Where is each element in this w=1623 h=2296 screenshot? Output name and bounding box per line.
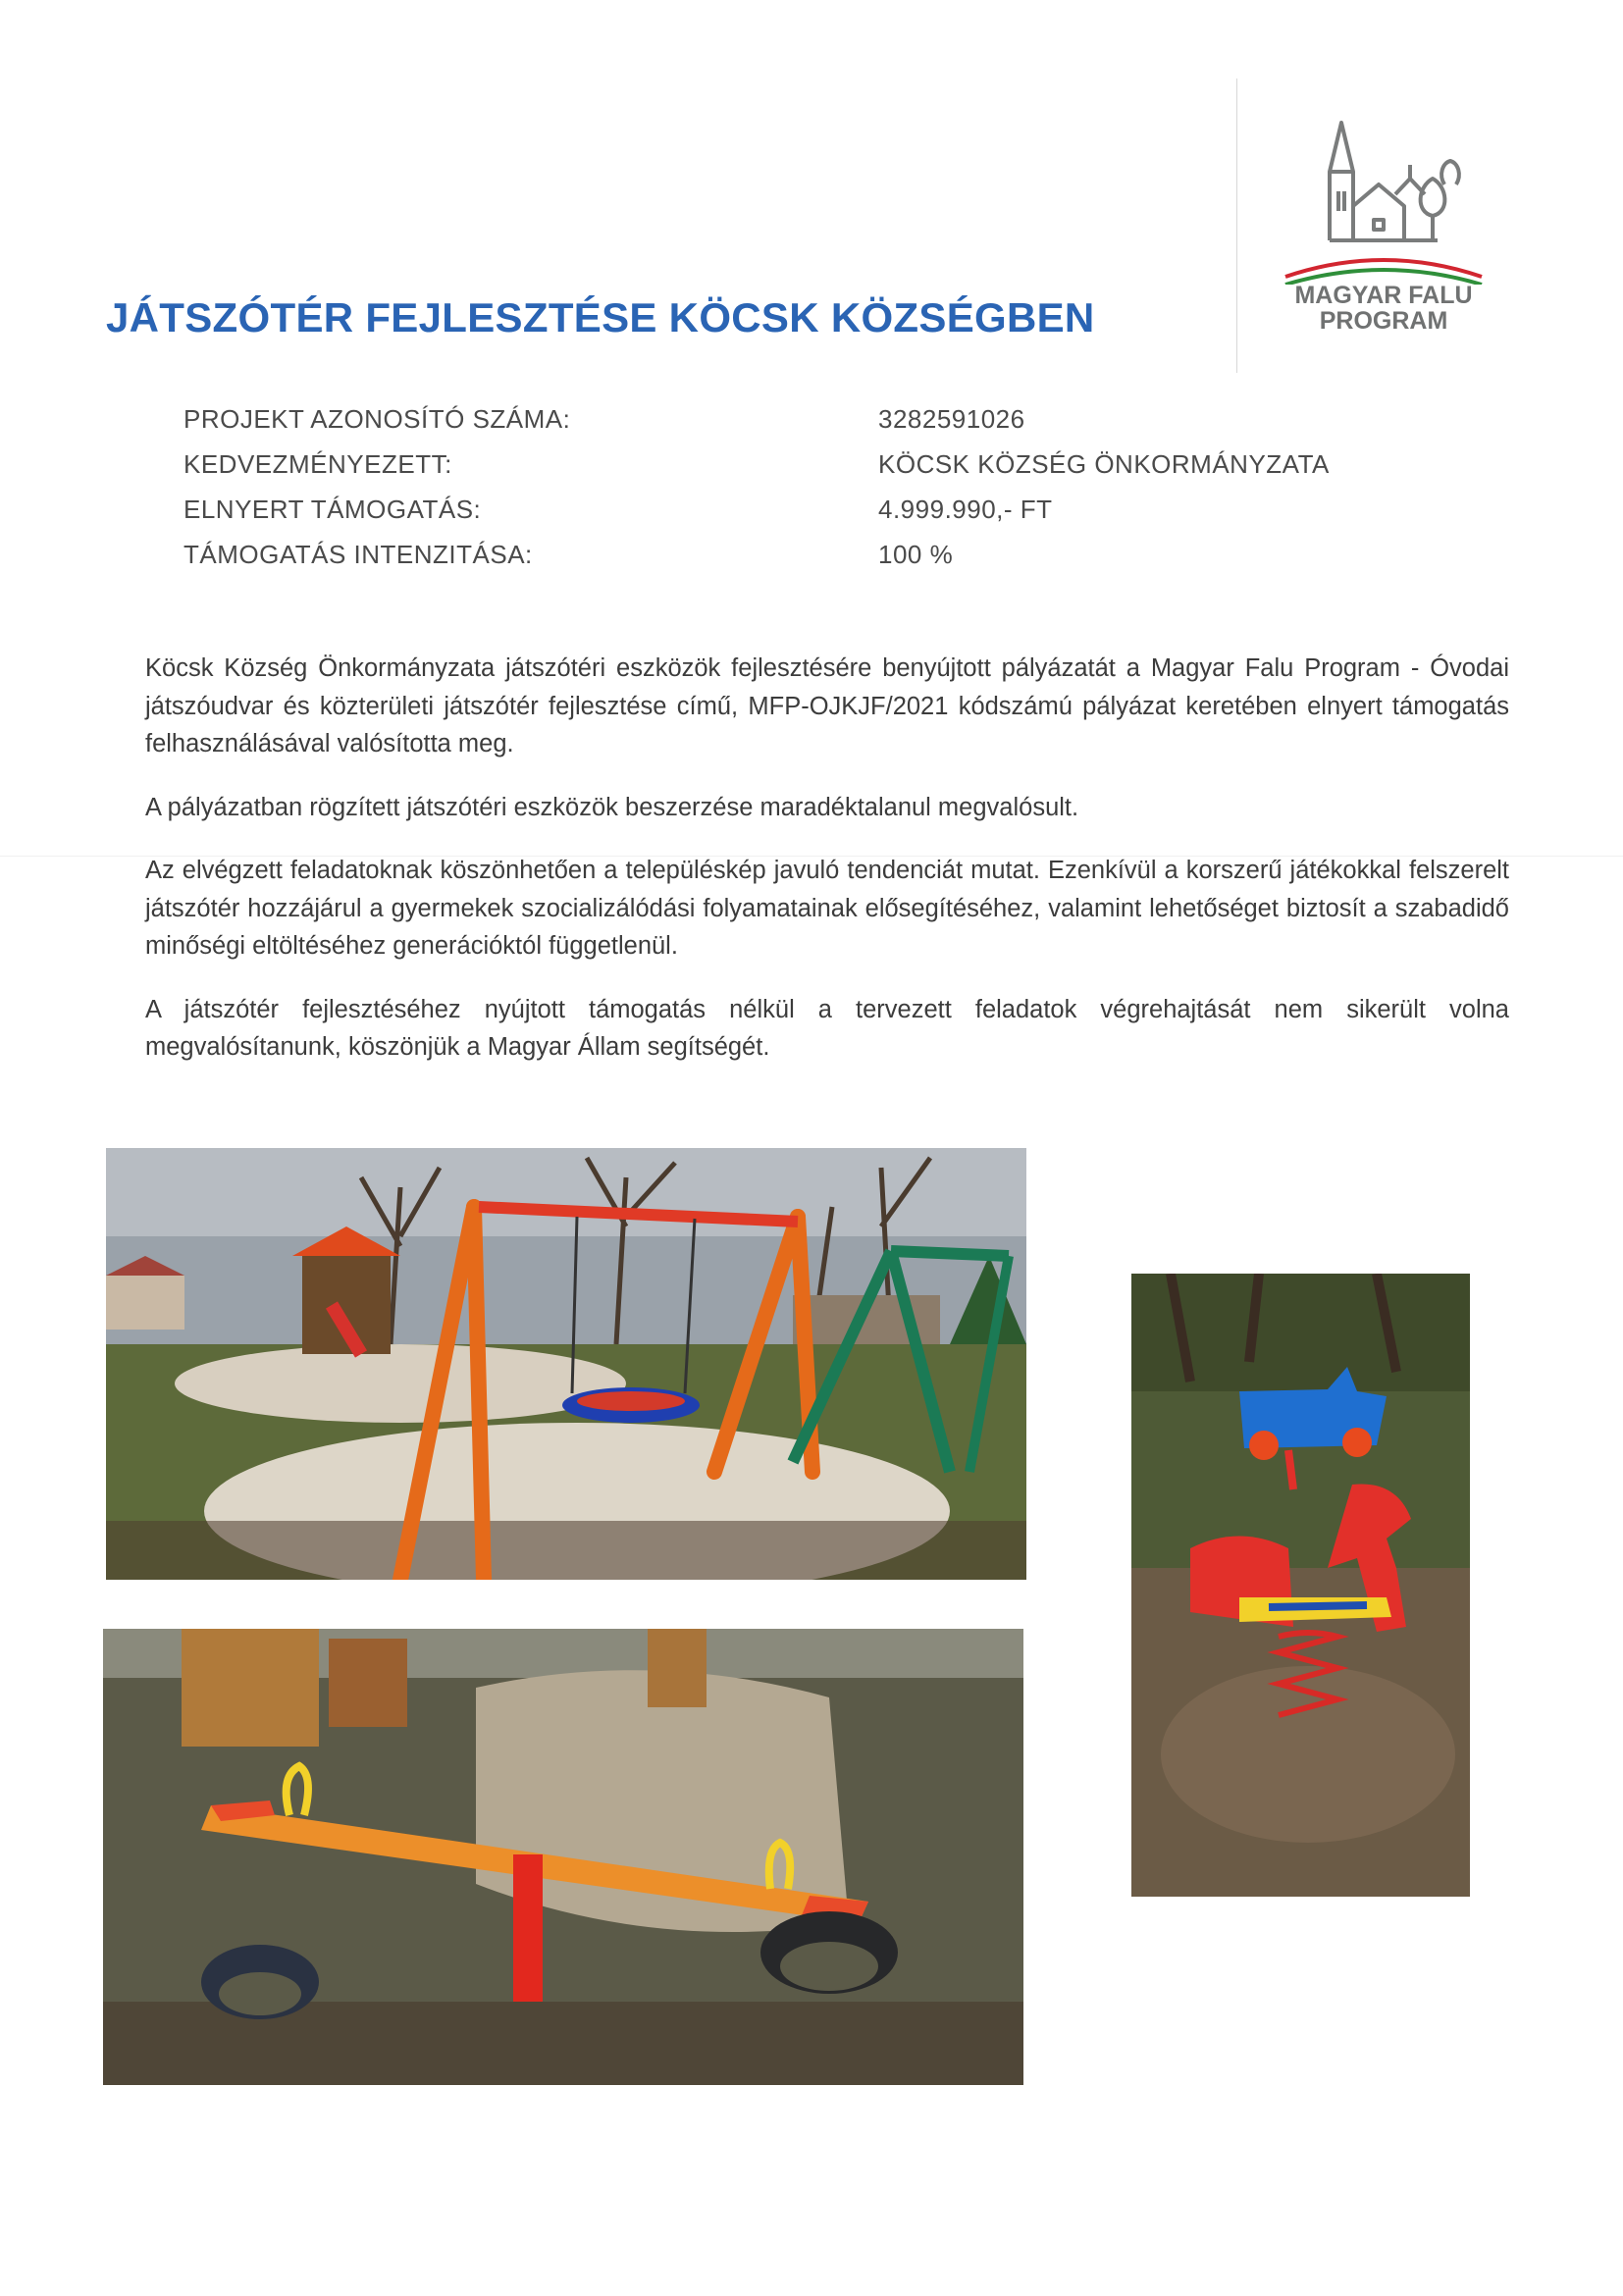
info-row	[183, 540, 1410, 585]
project-id-value: 3282591026	[878, 404, 1025, 434]
project-info	[183, 404, 1410, 585]
logo-text-line1: MAGYAR FALU	[1294, 282, 1473, 309]
paragraph: A pályázatban rögzített játszótéri eszközök beszerzése maradéktalanul megvalósult.	[145, 793, 1079, 821]
photo-swing-set	[106, 1148, 1026, 1580]
page-title: JÁTSZÓTÉR FEJLESZTÉSE KÖCSK KÖZSÉGBEN	[106, 294, 1095, 340]
paragraph: Köcsk Község Önkormányzata játszótéri eszközök fejlesztésére benyújtott pályázatát a Magyar Falu Program - Óvodai játszóudvar és közterületi játszótér fejlesztése című, MFP-OJKJF/2021 kódszámú pályázat keretében elnyert támogatás felhasználásával valósította meg.	[145, 654, 1509, 757]
info-row	[183, 449, 1410, 495]
logo-text-line2: PROGRAM	[1319, 307, 1448, 335]
info-row	[183, 495, 1410, 540]
body-text	[145, 650, 1509, 1092]
photo-seesaw	[103, 1629, 1023, 2085]
project-id-label: PROJEKT AZONOSÍTÓ SZÁMA:	[183, 404, 571, 434]
logo-divider	[1236, 78, 1237, 373]
grant-amount-value: 4.999.990,- FT	[878, 495, 1053, 524]
paragraph: Az elvégzett feladatoknak köszönhetően a településkép javuló tendenciát mutat. Ezenkívül a korszerű játékokkal felszerelt játszótér hozzájárul a gyermekek szocializálódási folyamatainak elősegítéséhez, valamint lehetőséget biztosít a szabadidő minőségi eltöltéséhez generációktól függetlenül.	[145, 857, 1509, 960]
aid-intensity-value: 100 %	[878, 540, 954, 569]
photo-spring-riders	[1131, 1274, 1470, 1897]
aid-intensity-label: TÁMOGATÁS INTENZITÁSA:	[183, 540, 533, 569]
paragraph: A játszótér fejlesztéséhez nyújtott támogatás nélkül a tervezett feladatok végrehajtását nem sikerült volna megvalósítanunk, köszönjük a Magyar Állam segítségét.	[145, 995, 1509, 1061]
beneficiary-value: KÖCSK KÖZSÉG ÖNKORMÁNYZATA	[878, 449, 1330, 479]
village-church-house-tree-icon	[1276, 118, 1492, 285]
beneficiary-label: KEDVEZMÉNYEZETT:	[183, 449, 452, 479]
magyar-falu-program-logo	[1276, 118, 1492, 343]
grant-amount-label: ELNYERT TÁMOGATÁS:	[183, 495, 482, 524]
info-row	[183, 404, 1410, 449]
